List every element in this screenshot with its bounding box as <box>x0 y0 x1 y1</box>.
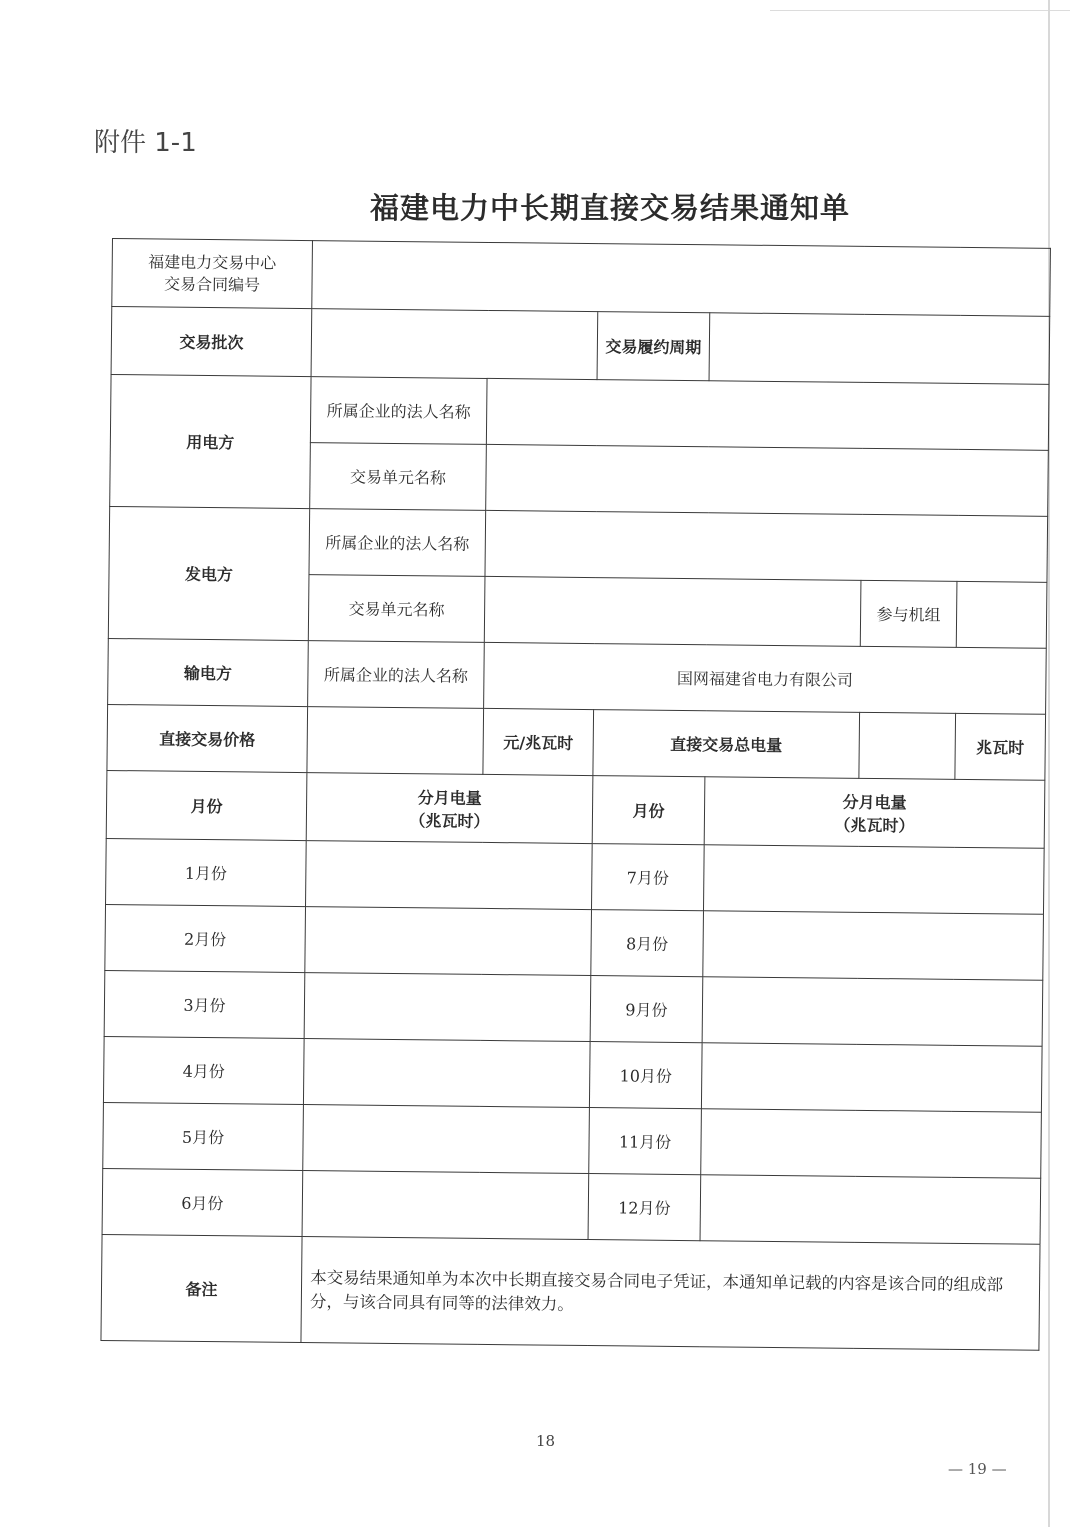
generator-unit-label: 交易单元名称 <box>308 575 485 643</box>
monthly-header-row <box>106 770 1045 848</box>
document-title: 福建电力中长期直接交易结果通知单 <box>370 191 851 225</box>
batch-label: 交易批次 <box>111 307 312 377</box>
monthly-energy-title-left: 分月电量 <box>417 787 482 808</box>
month-header-left: 月份 <box>106 770 307 840</box>
month-row <box>103 1102 1042 1178</box>
total-label: 直接交易总电量 <box>593 710 860 779</box>
month-label-8: 8月份 <box>591 910 704 977</box>
attachment-label: 附件 1-1 <box>94 128 197 158</box>
month-row <box>104 970 1043 1046</box>
notice-form <box>100 238 1049 1351</box>
month-energy-4[interactable] <box>303 1039 590 1108</box>
price-unit: 元/兆瓦时 <box>483 708 594 775</box>
batch-row <box>111 307 1050 385</box>
month-label-9: 9月份 <box>590 976 703 1043</box>
generator-legal-label: 所属企业的法人名称 <box>309 509 486 577</box>
period-label: 交易履约周期 <box>597 312 710 381</box>
month-label-2: 2月份 <box>105 904 306 972</box>
month-label-12: 12月份 <box>588 1174 701 1241</box>
month-row <box>103 1036 1042 1112</box>
transmitter-row <box>108 638 1047 714</box>
month-label-1: 1月份 <box>106 838 307 906</box>
monthly-energy-unit-right: （兆瓦时） <box>834 815 915 835</box>
price-value[interactable] <box>307 707 484 775</box>
page-number: 18 <box>536 1432 556 1450</box>
month-energy-2[interactable] <box>305 907 592 976</box>
month-energy-1[interactable] <box>306 841 593 910</box>
page-number-secondary: — 19 — <box>948 1460 1007 1478</box>
month-energy-3[interactable] <box>304 973 591 1042</box>
month-row <box>102 1168 1041 1244</box>
month-row <box>106 838 1045 914</box>
remarks-text: 本交易结果通知单为本次中长期直接交易合同电子凭证，本通知单记载的内容是该合同的组成部分，与该合同具有同等的法律效力。 <box>301 1237 1040 1351</box>
month-label-7: 7月份 <box>591 844 704 911</box>
month-row <box>105 904 1044 980</box>
month-energy-11[interactable] <box>701 1109 1042 1179</box>
scan-top-rule <box>770 10 1070 11</box>
total-unit: 兆瓦时 <box>955 713 1046 780</box>
scan-page-edge <box>1048 0 1050 1527</box>
consumer-legal-value[interactable] <box>486 378 1049 450</box>
generator-legal-value[interactable] <box>485 510 1048 582</box>
batch-value[interactable] <box>311 309 598 380</box>
month-energy-9[interactable] <box>702 977 1043 1047</box>
contract-no-label <box>112 239 313 309</box>
generator-label: 发电方 <box>108 506 309 640</box>
transmitter-legal-label: 所属企业的法人名称 <box>308 641 485 709</box>
month-energy-8[interactable] <box>703 911 1044 981</box>
month-energy-7[interactable] <box>703 845 1044 915</box>
contract-no-label-text: 福建电力交易中心交易合同编号 <box>148 251 277 295</box>
month-label-3: 3月份 <box>104 970 305 1038</box>
month-energy-6[interactable] <box>302 1171 589 1240</box>
consumer-legal-row <box>110 374 1049 450</box>
generator-legal-row <box>109 506 1048 582</box>
remarks-label: 备注 <box>101 1234 302 1342</box>
transmitter-label: 输电方 <box>108 638 309 706</box>
price-row <box>107 704 1046 780</box>
month-label-10: 10月份 <box>589 1042 702 1109</box>
remarks-row <box>101 1234 1040 1350</box>
consumer-label: 用电方 <box>110 374 311 508</box>
monthly-energy-title-right: 分月电量 <box>842 792 907 812</box>
total-value[interactable] <box>859 712 956 779</box>
consumer-unit-label: 交易单元名称 <box>310 443 487 511</box>
units-label: 参与机组 <box>860 580 957 647</box>
notice-table <box>100 238 1050 1351</box>
contract-no-value[interactable] <box>312 241 1051 317</box>
month-label-4: 4月份 <box>103 1036 304 1104</box>
units-value[interactable] <box>956 581 1047 648</box>
monthly-energy-header-left <box>306 773 593 844</box>
consumer-legal-label: 所属企业的法人名称 <box>310 377 487 445</box>
transmitter-name: 国网福建省电力有限公司 <box>484 642 1047 714</box>
month-header-right: 月份 <box>592 776 705 845</box>
month-energy-10[interactable] <box>701 1043 1042 1113</box>
price-label: 直接交易价格 <box>107 704 308 772</box>
month-energy-5[interactable] <box>303 1105 590 1174</box>
month-label-5: 5月份 <box>103 1102 304 1170</box>
month-label-11: 11月份 <box>589 1108 702 1175</box>
period-value[interactable] <box>709 313 1050 385</box>
month-energy-12[interactable] <box>700 1175 1041 1245</box>
monthly-energy-unit-left: （兆瓦时） <box>409 810 490 831</box>
consumer-unit-value[interactable] <box>486 444 1049 516</box>
month-label-6: 6月份 <box>102 1168 303 1236</box>
generator-unit-value[interactable] <box>484 576 861 646</box>
contract-no-row <box>112 239 1051 317</box>
monthly-energy-header-right <box>704 777 1045 849</box>
